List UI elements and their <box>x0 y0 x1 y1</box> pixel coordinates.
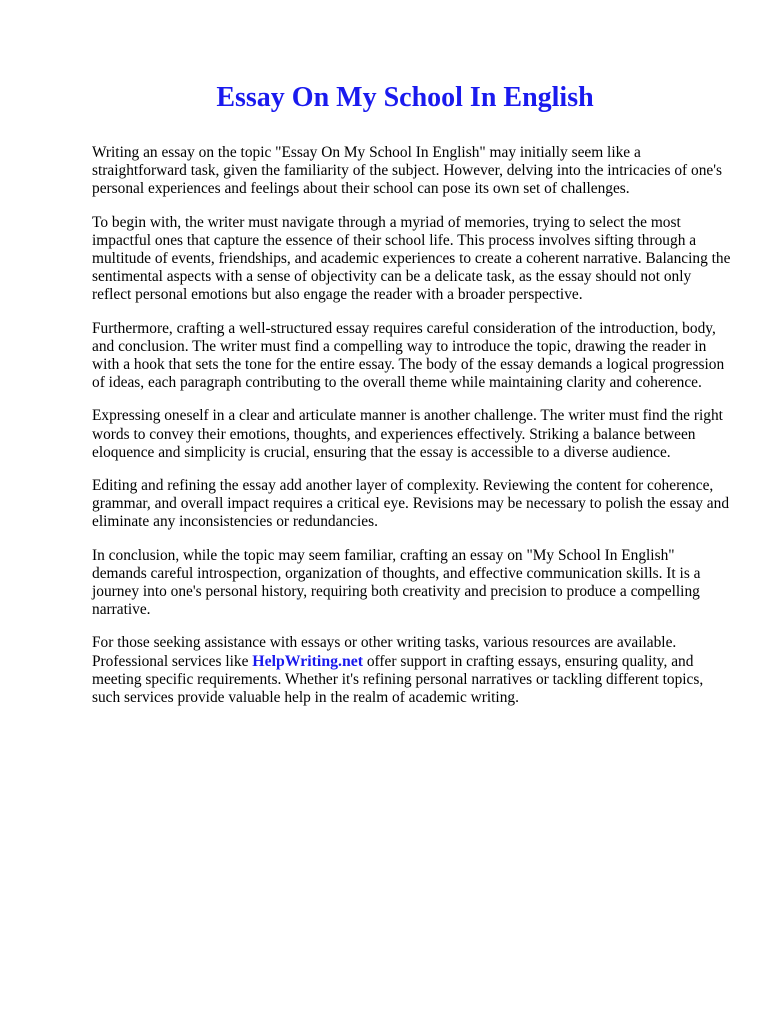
paragraph-memories: To begin with, the writer must navigate through a myriad of memories, trying to select the most impactful ones that capture the essence of their school life. This process involves sifting through a multitude of events, friendships, and academic experiences to create a coherent narrative. Balancing the sentimental aspects with a sense of objectivity can be a delicate task, as the essay should not only reflect personal emotions but also engage the reader with a broader perspective. <box>92 213 731 304</box>
paragraph-structure: Furthermore, crafting a well-structured essay requires careful consideration of the introduction, body, and conclusion. The writer must find a compelling way to introduce the topic, drawing the reader in with a hook that sets the tone for the entire essay. The body of the essay demands a logical progression of ideas, each paragraph contributing to the overall theme while maintaining clarity and coherence. <box>92 319 725 392</box>
assistance-text-before: For those seeking assistance with essays or other writing tasks, various resources are available. Professional services like <box>92 634 677 670</box>
paragraph-intro: Writing an essay on the topic "Essay On My School In English" may initially seem like a straightforward task, given the familiarity of the subject. However, delving into the intricacies of one's personal experiences and feelings about their school can pose its own set of challenges. <box>92 144 722 198</box>
paragraph-conclusion: In conclusion, while the topic may seem familiar, crafting an essay on "My School In English" demands careful introspection, organization of thoughts, and effective communication skills. It is a journey into one's personal history, requiring both creativity and precision to produce a compelling narrative. <box>92 546 701 619</box>
paragraph-expression: Expressing oneself in a clear and articulate manner is another challenge. The writer must find the right words to convey their emotions, thoughts, and experiences effectively. Striking a balance between eloquence and simplicity is crucial, ensuring that the essay is accessible to a diverse audience. <box>92 407 723 461</box>
paragraph-assistance <box>92 634 732 707</box>
assistance-text-after: offer support in crafting essays, ensuring quality, and meeting specific requirements. Whether it's refining personal narratives or tackling different topics, such services provide valuable help in the realm of academic writing. <box>92 652 704 707</box>
essay-body <box>92 144 732 722</box>
paragraph-editing: Editing and refining the essay add another layer of complexity. Reviewing the content for coherence, grammar, and overall impact requires a critical eye. Revisions may be necessary to polish the essay and eliminate any inconsistencies or redundancies. <box>92 477 730 531</box>
page-title: Essay On My School In English <box>216 82 594 113</box>
helpwriting-link[interactable]: HelpWriting.net <box>252 652 364 670</box>
